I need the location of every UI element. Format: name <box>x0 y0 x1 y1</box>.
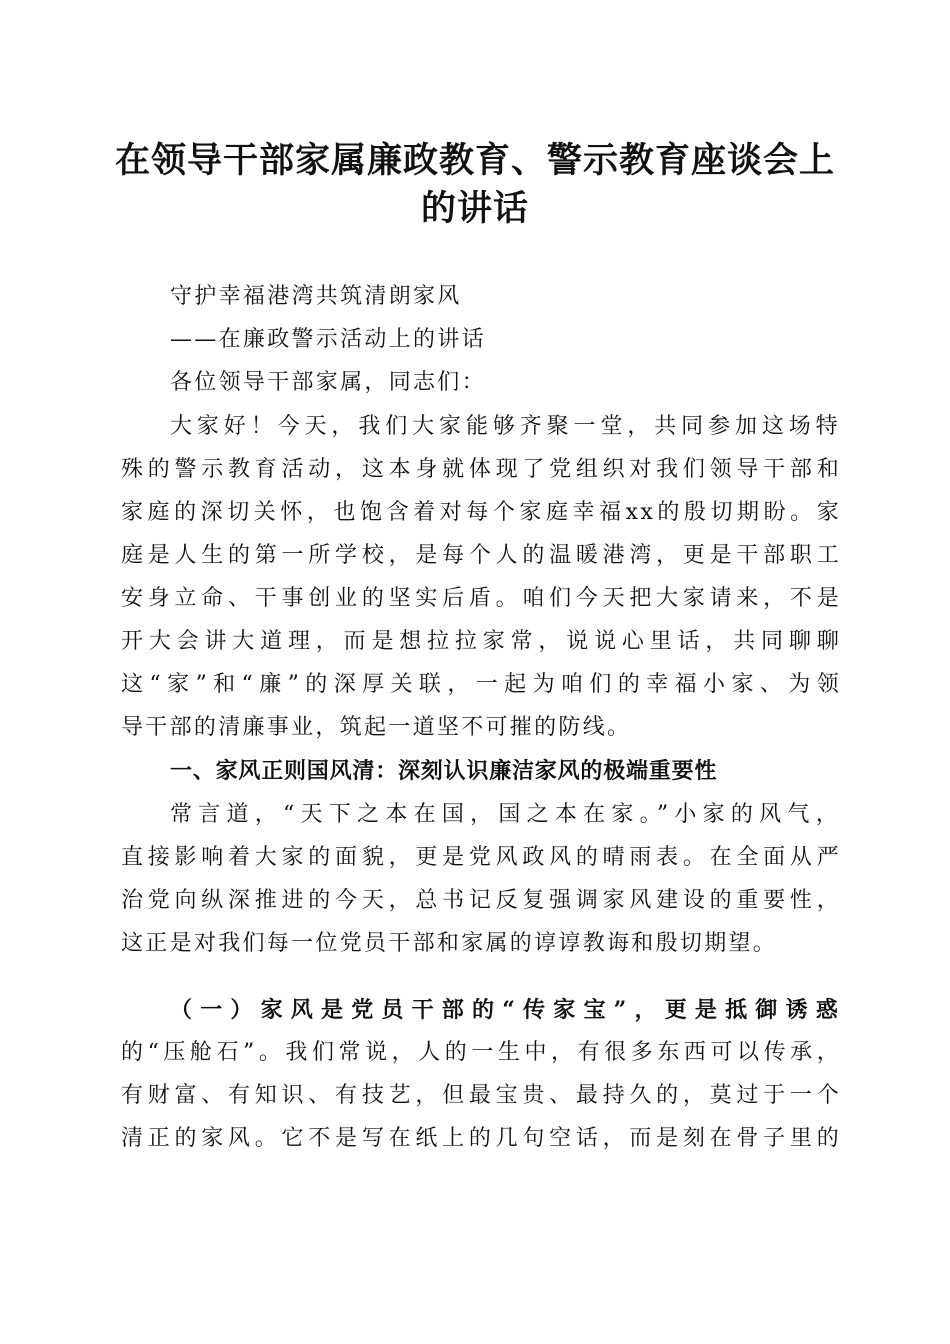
section-heading-1: 一、家风正则国风清：深刻认识廉洁家风的极端重要性 <box>170 759 718 784</box>
paragraph-2-line: 直接影响着大家的面貌，更是党风政风的晴雨表。在全面从严 <box>121 845 841 870</box>
paragraph-3-line: 的“压舱石”。我们常说，人的一生中，有很多东西可以传承， <box>121 1040 841 1065</box>
paragraph-1-line: 这“家”和“廉”的深厚关联，一起为咱们的幸福小家、为领 <box>121 672 841 697</box>
paragraph-2-line: 治党向纵深推进的今天，总书记反复强调家风建设的重要性， <box>121 888 841 913</box>
paragraph-1-line: 家庭的深切关怀，也饱含着对每个家庭幸福xx的殷切期盼。家 <box>121 500 841 525</box>
subsection-heading-1: （一）家风是党员干部的“传家宝”，更是抵御诱惑 <box>170 997 840 1023</box>
paragraph-1-line: 开大会讲大道理，而是想拉拉家常，说说心里话，共同聊聊 <box>121 629 841 654</box>
paragraph-2-line: 这正是对我们每一位党员干部和家属的谆谆教诲和殷切期望。 <box>121 931 778 956</box>
paragraph-3-line: 清正的家风。它不是写在纸上的几句空话，而是刻在骨子里的 <box>121 1126 841 1151</box>
paragraph-3-line: 有财富、有知识、有技艺，但最宝贵、最持久的，莫过于一个 <box>121 1083 841 1108</box>
document-title-line-2: 的讲话 <box>420 188 529 229</box>
subtitle: 守护幸福港湾共筑清朗家风 <box>170 284 462 309</box>
salutation: 各位领导干部家属，同志们： <box>170 370 486 395</box>
paragraph-1-line: 安身立命、干事创业的坚实后盾。咱们今天把大家请来，不是 <box>121 586 841 611</box>
subtitle-2: ——在廉政警示活动上的讲话 <box>170 327 486 352</box>
paragraph-1-line: 导干部的清廉事业，筑起一道坚不可摧的防线。 <box>121 715 632 740</box>
paragraph-1-line: 殊的警示教育活动，这本身就体现了党组织对我们领导干部和 <box>121 457 841 482</box>
paragraph-1-line: 庭是人生的第一所学校，是每个人的温暖港湾，更是干部职工 <box>121 543 841 568</box>
paragraph-2-line: 常言道，“天下之本在国，国之本在家。”小家的风气， <box>170 802 840 827</box>
document-title-line-1: 在领导干部家属廉政教育、警示教育座谈会上 <box>114 140 835 181</box>
paragraph-1-line: 大家好！今天，我们大家能够齐聚一堂，共同参加这场特 <box>170 414 840 439</box>
